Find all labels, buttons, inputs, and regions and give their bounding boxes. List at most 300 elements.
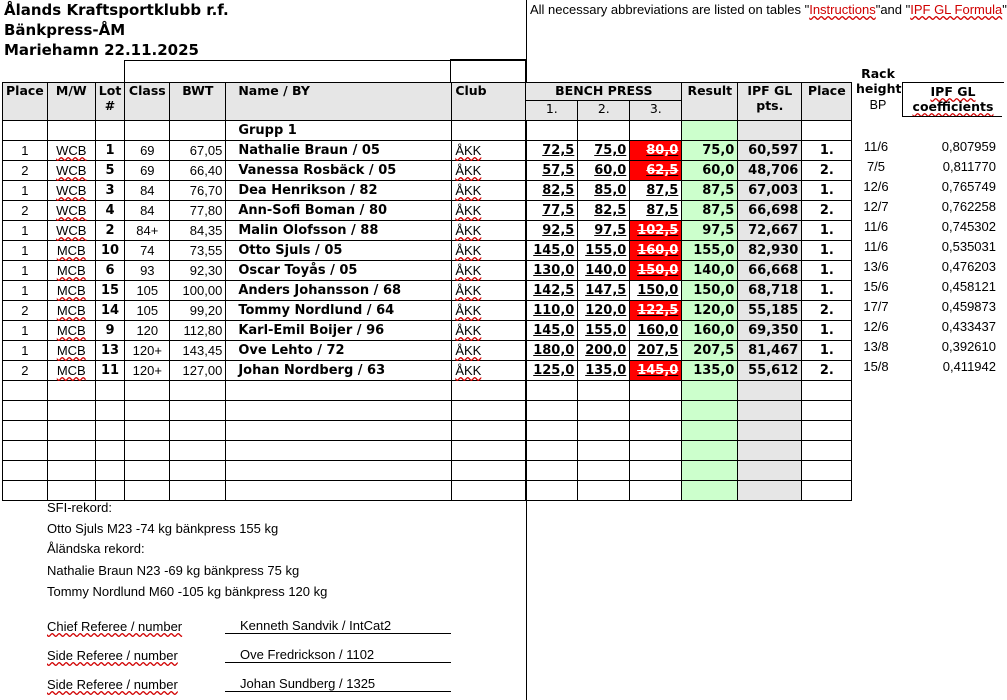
attempt-3-cell[interactable] <box>630 141 682 161</box>
club-cell[interactable]: ÅKK <box>452 281 526 301</box>
side-referee-2-value[interactable]: Johan Sundberg / 1325 <box>225 676 451 692</box>
bwt-cell[interactable]: 92,30 <box>170 261 226 281</box>
result-cell[interactable]: 97,5 <box>682 221 738 241</box>
empty-cell[interactable] <box>452 381 526 401</box>
rack-height-cell[interactable]: 13/6 <box>863 259 889 274</box>
result-cell[interactable]: 87,5 <box>682 181 738 201</box>
attempt-3-cell[interactable]: 207,5 <box>630 341 682 361</box>
empty-cell[interactable] <box>682 421 738 441</box>
name-cell[interactable]: Anders Johansson / 68 <box>226 281 452 301</box>
ipf-points-cell[interactable]: 60,597 <box>738 141 802 161</box>
name-cell[interactable]: Otto Sjuls / 05 <box>226 241 452 261</box>
empty-cell[interactable] <box>226 381 452 401</box>
place-result-cell[interactable]: 1. <box>802 221 852 241</box>
empty-cell[interactable] <box>526 401 578 421</box>
name-cell[interactable]: Ann-Sofi Boman / 80 <box>226 201 452 221</box>
empty-cell[interactable] <box>526 461 578 481</box>
ipf-points-cell[interactable]: 55,185 <box>738 301 802 321</box>
class-cell[interactable]: 69 <box>125 161 170 181</box>
class-cell[interactable]: 120+ <box>125 341 170 361</box>
coefficient-cell[interactable]: 0,762258 <box>941 199 996 214</box>
rack-height-cell[interactable]: 11/6 <box>863 239 889 254</box>
attempt-1-cell[interactable]: 82,5 <box>526 181 578 201</box>
empty-cell[interactable] <box>3 421 48 441</box>
empty-cell[interactable] <box>47 401 95 421</box>
ipf-points-cell[interactable]: 66,668 <box>738 261 802 281</box>
place-cell[interactable]: 1 <box>3 181 48 201</box>
empty-cell[interactable] <box>170 441 226 461</box>
lot-cell[interactable]: 2 <box>95 221 125 241</box>
empty-cell[interactable] <box>3 441 48 461</box>
name-cell[interactable]: Karl-Emil Boijer / 96 <box>226 321 452 341</box>
mw-cell[interactable]: MCB <box>47 261 95 281</box>
aland-record-title: Åländska rekord: <box>47 541 145 556</box>
place-result-cell[interactable]: 2. <box>802 301 852 321</box>
coefficient-cell[interactable]: 0,745302 <box>941 219 996 234</box>
attempt-3-cell[interactable] <box>630 361 682 381</box>
rack-bp-header: BP <box>869 98 887 112</box>
empty-cell[interactable] <box>47 441 95 461</box>
attempt-2-cell[interactable]: 147,5 <box>578 281 630 301</box>
empty-cell[interactable] <box>526 381 578 401</box>
name-cell[interactable]: Nathalie Braun / 05 <box>226 141 452 161</box>
failed-attempt: 122,5 <box>637 303 679 318</box>
rack-height-cell[interactable]: 12/6 <box>863 179 889 194</box>
ipf-points-cell[interactable]: 67,003 <box>738 181 802 201</box>
club-cell[interactable]: ÅKK <box>452 261 526 281</box>
empty-cell[interactable] <box>630 421 682 441</box>
result-cell[interactable]: 155,0 <box>682 241 738 261</box>
bwt-cell[interactable]: 143,45 <box>170 341 226 361</box>
coefficient-cell[interactable]: 0,392610 <box>941 339 996 354</box>
place-cell[interactable]: 1 <box>3 141 48 161</box>
ipf-points-cell[interactable]: 69,350 <box>738 321 802 341</box>
empty-cell[interactable] <box>578 441 630 461</box>
coefficient-cell[interactable]: 0,433437 <box>941 319 996 334</box>
empty-cell[interactable] <box>802 461 852 481</box>
place-result-cell[interactable]: 1. <box>802 281 852 301</box>
coefficient-cell[interactable]: 0,811770 <box>942 159 996 174</box>
rack-height-cell[interactable]: 13/8 <box>863 339 889 354</box>
empty-cell[interactable] <box>95 381 125 401</box>
empty-cell[interactable] <box>125 421 170 441</box>
empty-cell[interactable] <box>682 481 738 501</box>
empty-cell[interactable] <box>47 421 95 441</box>
result-cell[interactable]: 75,0 <box>682 141 738 161</box>
attempt-1-cell[interactable]: 57,5 <box>526 161 578 181</box>
result-cell[interactable]: 140,0 <box>682 261 738 281</box>
empty-cell[interactable] <box>95 401 125 421</box>
empty-row <box>3 421 852 441</box>
place-result-cell[interactable]: 1. <box>802 341 852 361</box>
empty-cell[interactable] <box>802 441 852 461</box>
empty-cell[interactable] <box>738 461 802 481</box>
mw-cell[interactable]: WCB <box>47 221 95 241</box>
cell[interactable] <box>125 121 170 141</box>
cell[interactable] <box>526 121 578 141</box>
empty-cell[interactable] <box>170 481 226 501</box>
empty-cell[interactable] <box>170 461 226 481</box>
mw-cell[interactable]: WCB <box>47 201 95 221</box>
club-cell[interactable]: ÅKK <box>452 161 526 181</box>
empty-cell[interactable] <box>125 381 170 401</box>
lot-cell[interactable]: 5 <box>95 161 125 181</box>
attempt-2-cell[interactable]: 82,5 <box>578 201 630 221</box>
empty-cell[interactable] <box>578 461 630 481</box>
name-cell[interactable]: Oscar Toyås / 05 <box>226 261 452 281</box>
bwt-cell[interactable]: 127,00 <box>170 361 226 381</box>
class-cell[interactable]: 74 <box>125 241 170 261</box>
coefficient-cell[interactable]: 0,476203 <box>941 259 996 274</box>
lot-cell[interactable]: 15 <box>95 281 125 301</box>
table-row <box>3 301 852 321</box>
bwt-cell[interactable]: 77,80 <box>170 201 226 221</box>
club-cell[interactable]: ÅKK <box>452 141 526 161</box>
bwt-cell[interactable]: 76,70 <box>170 181 226 201</box>
empty-cell[interactable] <box>125 461 170 481</box>
empty-cell[interactable] <box>3 461 48 481</box>
club-cell[interactable]: ÅKK <box>452 361 526 381</box>
failed-attempt: 150,0 <box>637 263 679 278</box>
place-cell[interactable]: 2 <box>3 361 48 381</box>
empty-cell[interactable] <box>452 401 526 421</box>
empty-cell[interactable] <box>170 401 226 421</box>
coef-header-top <box>902 82 1004 83</box>
place-result-cell[interactable]: 1. <box>802 141 852 161</box>
col-bwt: BWT <box>170 83 226 121</box>
empty-cell[interactable] <box>630 481 682 501</box>
cell[interactable] <box>3 121 48 141</box>
empty-cell[interactable] <box>738 481 802 501</box>
mw-cell[interactable]: MCB <box>47 281 95 301</box>
col-ipf: IPF GL pts. <box>738 83 802 121</box>
empty-cell[interactable] <box>526 441 578 461</box>
attempt-2-cell[interactable]: 75,0 <box>578 141 630 161</box>
coefficient-cell[interactable]: 0,807959 <box>941 139 996 154</box>
selected-cell[interactable] <box>450 59 526 84</box>
name-cell[interactable]: Johan Nordberg / 63 <box>226 361 452 381</box>
coefficient-cell[interactable]: 0,411942 <box>942 359 996 374</box>
place-result-cell[interactable]: 1. <box>802 241 852 261</box>
attempt-3-cell[interactable] <box>630 261 682 281</box>
cell[interactable] <box>738 121 802 141</box>
attempt-3-cell[interactable]: 87,5 <box>630 181 682 201</box>
chief-referee-value[interactable]: Kenneth Sandvik / IntCat2 <box>225 618 451 634</box>
ipf-points-cell[interactable]: 55,612 <box>738 361 802 381</box>
class-cell[interactable]: 93 <box>125 261 170 281</box>
attempt-2-cell[interactable]: 155,0 <box>578 321 630 341</box>
bwt-cell[interactable]: 73,55 <box>170 241 226 261</box>
empty-cell[interactable] <box>526 481 578 501</box>
empty-cell[interactable] <box>630 441 682 461</box>
result-cell[interactable]: 120,0 <box>682 301 738 321</box>
class-cell[interactable]: 120+ <box>125 361 170 381</box>
col-att2: 2. <box>578 101 630 121</box>
empty-cell[interactable] <box>738 401 802 421</box>
result-cell[interactable]: 207,5 <box>682 341 738 361</box>
empty-cell[interactable] <box>630 381 682 401</box>
ipf-points-cell[interactable]: 72,667 <box>738 221 802 241</box>
result-cell[interactable]: 60,0 <box>682 161 738 181</box>
empty-cell[interactable] <box>578 401 630 421</box>
empty-cell[interactable] <box>682 401 738 421</box>
empty-cell[interactable] <box>738 381 802 401</box>
failed-attempt: 80,0 <box>646 143 679 158</box>
attempt-1-cell[interactable]: 145,0 <box>526 321 578 341</box>
col-club: Club <box>452 83 526 121</box>
cell[interactable] <box>170 121 226 141</box>
name-cell[interactable]: Malin Olofsson / 88 <box>226 221 452 241</box>
rack-height-cell[interactable]: 17/7 <box>863 299 889 314</box>
col-result: Result <box>682 83 738 121</box>
bwt-cell[interactable]: 66,40 <box>170 161 226 181</box>
empty-cell[interactable] <box>3 381 48 401</box>
coefficient-cell[interactable]: 0,765749 <box>941 179 996 194</box>
instructions-link[interactable]: Instructions <box>809 2 876 17</box>
attempt-2-cell[interactable]: 60,0 <box>578 161 630 181</box>
club-cell[interactable]: ÅKK <box>452 241 526 261</box>
group-label[interactable]: Grupp 1 <box>226 121 452 141</box>
result-cell[interactable]: 135,0 <box>682 361 738 381</box>
empty-cell[interactable] <box>802 421 852 441</box>
cell[interactable] <box>47 121 95 141</box>
bwt-cell[interactable]: 99,20 <box>170 301 226 321</box>
place-cell[interactable]: 2 <box>3 201 48 221</box>
attempt-2-cell[interactable]: 135,0 <box>578 361 630 381</box>
cell[interactable] <box>682 121 738 141</box>
abbreviations-note: All necessary abbreviations are listed on tables "Instructions"and "IPF GL Formula" <box>530 2 1007 17</box>
mw-cell[interactable]: WCB <box>47 181 95 201</box>
empty-cell[interactable] <box>170 421 226 441</box>
ipf-points-cell[interactable]: 66,698 <box>738 201 802 221</box>
place-cell[interactable]: 1 <box>3 281 48 301</box>
class-cell[interactable]: 84+ <box>125 221 170 241</box>
empty-cell[interactable] <box>452 481 526 501</box>
empty-cell[interactable] <box>47 381 95 401</box>
col-place: Place <box>3 83 48 121</box>
name-cell[interactable]: Vanessa Rosbäck / 05 <box>226 161 452 181</box>
empty-cell[interactable] <box>682 441 738 461</box>
cell[interactable] <box>95 121 125 141</box>
rack-height-cell[interactable]: 15/8 <box>863 359 889 374</box>
bwt-cell[interactable]: 100,00 <box>170 281 226 301</box>
place-cell[interactable]: 1 <box>3 261 48 281</box>
place-cell[interactable]: 1 <box>3 241 48 261</box>
empty-cell[interactable] <box>738 441 802 461</box>
empty-cell[interactable] <box>226 441 452 461</box>
empty-cell[interactable] <box>226 421 452 441</box>
ipf-points-cell[interactable]: 48,706 <box>738 161 802 181</box>
cell[interactable] <box>452 121 526 141</box>
class-cell[interactable]: 105 <box>125 281 170 301</box>
rack-height-cell[interactable]: 12/6 <box>863 319 889 334</box>
empty-cell[interactable] <box>226 481 452 501</box>
empty-cell[interactable] <box>802 401 852 421</box>
mw-cell[interactable]: MCB <box>47 301 95 321</box>
name-cell[interactable]: Tommy Nordlund / 64 <box>226 301 452 321</box>
col-class: Class <box>125 83 170 121</box>
empty-cell[interactable] <box>578 381 630 401</box>
result-cell[interactable]: 150,0 <box>682 281 738 301</box>
coefficient-cell[interactable]: 0,535031 <box>941 239 996 254</box>
empty-cell[interactable] <box>226 401 452 421</box>
attempt-1-cell[interactable]: 92,5 <box>526 221 578 241</box>
empty-cell[interactable] <box>452 441 526 461</box>
place-result-cell[interactable]: 1. <box>802 261 852 281</box>
empty-cell[interactable] <box>630 461 682 481</box>
rack-height-cell[interactable]: 7/5 <box>866 159 886 174</box>
empty-cell[interactable] <box>125 481 170 501</box>
mw-cell[interactable]: MCB <box>47 341 95 361</box>
bwt-cell[interactable]: 67,05 <box>170 141 226 161</box>
ipf-points-cell[interactable]: 82,930 <box>738 241 802 261</box>
class-cell[interactable]: 120 <box>125 321 170 341</box>
result-cell[interactable]: 87,5 <box>682 201 738 221</box>
attempt-1-cell[interactable]: 142,5 <box>526 281 578 301</box>
class-cell[interactable]: 84 <box>125 181 170 201</box>
attempt-1-cell[interactable]: 130,0 <box>526 261 578 281</box>
name-cell[interactable]: Ove Lehto / 72 <box>226 341 452 361</box>
class-cell[interactable]: 69 <box>125 141 170 161</box>
empty-cell[interactable] <box>95 421 125 441</box>
mw-cell[interactable]: MCB <box>47 361 95 381</box>
club-cell[interactable]: ÅKK <box>452 301 526 321</box>
empty-cell[interactable] <box>125 401 170 421</box>
empty-cell[interactable] <box>682 461 738 481</box>
cell[interactable] <box>802 121 852 141</box>
place-result-cell[interactable]: 2. <box>802 161 852 181</box>
empty-cell[interactable] <box>170 381 226 401</box>
attempt-2-cell[interactable]: 97,5 <box>578 221 630 241</box>
ipf-gl-formula-link[interactable]: IPF GL Formula <box>910 2 1003 17</box>
lot-cell[interactable]: 4 <box>95 201 125 221</box>
empty-cell[interactable] <box>47 461 95 481</box>
attempt-2-cell[interactable]: 155,0 <box>578 241 630 261</box>
empty-cell[interactable] <box>526 421 578 441</box>
attempt-1-cell[interactable]: 180,0 <box>526 341 578 361</box>
attempt-2-cell[interactable]: 85,0 <box>578 181 630 201</box>
coefficient-cell[interactable]: 0,459873 <box>941 299 996 314</box>
ipf-points-cell[interactable]: 81,467 <box>738 341 802 361</box>
cell[interactable] <box>578 121 630 141</box>
empty-cell[interactable] <box>578 481 630 501</box>
attempt-3-cell[interactable] <box>630 161 682 181</box>
empty-cell[interactable] <box>802 481 852 501</box>
attempt-3-cell[interactable] <box>630 301 682 321</box>
place-date: Mariehamn 22.11.2025 <box>4 41 199 59</box>
empty-cell[interactable] <box>630 401 682 421</box>
results-table <box>2 82 852 501</box>
club-cell[interactable]: ÅKK <box>452 181 526 201</box>
place-result-cell[interactable]: 2. <box>802 201 852 221</box>
rack-height-cell[interactable]: 11/6 <box>863 139 889 154</box>
lot-cell[interactable]: 9 <box>95 321 125 341</box>
side-referee-1-value[interactable]: Ove Fredrickson / 1102 <box>225 647 451 663</box>
attempt-2-cell[interactable]: 140,0 <box>578 261 630 281</box>
mw-cell[interactable]: WCB <box>47 141 95 161</box>
rack-height-cell[interactable]: 11/6 <box>863 219 889 234</box>
table-row <box>3 221 852 241</box>
empty-cell[interactable] <box>578 421 630 441</box>
result-cell[interactable]: 160,0 <box>682 321 738 341</box>
club-cell[interactable]: ÅKK <box>452 321 526 341</box>
attempt-1-cell[interactable]: 77,5 <box>526 201 578 221</box>
attempt-3-cell[interactable] <box>630 221 682 241</box>
place-cell[interactable]: 1 <box>3 321 48 341</box>
empty-cell[interactable] <box>226 461 452 481</box>
side-referee-1-label: Side Referee / number <box>47 648 178 663</box>
aland-record-1: Nathalie Braun N23 -69 kg bänkpress 75 kg <box>47 563 300 578</box>
attempt-3-cell[interactable] <box>630 241 682 261</box>
rack-height-cell[interactable]: 12/7 <box>863 199 889 214</box>
empty-cell[interactable] <box>452 421 526 441</box>
empty-cell[interactable] <box>452 461 526 481</box>
class-cell[interactable]: 84 <box>125 201 170 221</box>
place-result-cell[interactable]: 2. <box>802 361 852 381</box>
place-cell[interactable]: 1 <box>3 341 48 361</box>
lot-cell[interactable]: 13 <box>95 341 125 361</box>
empty-row <box>3 441 852 461</box>
lot-cell[interactable]: 3 <box>95 181 125 201</box>
bwt-cell[interactable]: 112,80 <box>170 321 226 341</box>
lot-cell[interactable]: 14 <box>95 301 125 321</box>
attempt-1-cell[interactable]: 145,0 <box>526 241 578 261</box>
empty-cell[interactable] <box>738 421 802 441</box>
lot-cell[interactable]: 6 <box>95 261 125 281</box>
bwt-cell[interactable]: 84,35 <box>170 221 226 241</box>
attempt-2-cell[interactable]: 120,0 <box>578 301 630 321</box>
side-referee-2-label: Side Referee / number <box>47 677 178 692</box>
place-cell[interactable]: 2 <box>3 301 48 321</box>
rack-height-cell[interactable]: 15/6 <box>863 279 889 294</box>
empty-cell[interactable] <box>3 401 48 421</box>
attempt-3-cell[interactable]: 87,5 <box>630 201 682 221</box>
attempt-3-cell[interactable]: 150,0 <box>630 281 682 301</box>
cell[interactable] <box>630 121 682 141</box>
coefficient-cell[interactable]: 0,458121 <box>941 279 996 294</box>
place-result-cell[interactable]: 1. <box>802 321 852 341</box>
empty-cell[interactable] <box>125 441 170 461</box>
empty-cell[interactable] <box>802 381 852 401</box>
blank-row-edge <box>124 60 125 82</box>
table-row <box>3 241 852 261</box>
lot-cell[interactable]: 11 <box>95 361 125 381</box>
class-cell[interactable]: 105 <box>125 301 170 321</box>
club-cell[interactable]: ÅKK <box>452 341 526 361</box>
mw-cell[interactable]: MCB <box>47 321 95 341</box>
attempt-1-cell[interactable]: 72,5 <box>526 141 578 161</box>
place-cell[interactable]: 1 <box>3 221 48 241</box>
attempt-1-cell[interactable]: 125,0 <box>526 361 578 381</box>
ipf-points-cell[interactable]: 68,718 <box>738 281 802 301</box>
lot-cell[interactable]: 1 <box>95 141 125 161</box>
attempt-2-cell[interactable]: 200,0 <box>578 341 630 361</box>
name-cell[interactable]: Dea Henrikson / 82 <box>226 181 452 201</box>
empty-cell[interactable] <box>95 461 125 481</box>
place-cell[interactable]: 2 <box>3 161 48 181</box>
empty-cell[interactable] <box>3 481 48 501</box>
club-cell[interactable]: ÅKK <box>452 201 526 221</box>
mw-cell[interactable]: MCB <box>47 241 95 261</box>
club-cell[interactable]: ÅKK <box>452 221 526 241</box>
mw-cell[interactable]: WCB <box>47 161 95 181</box>
attempt-1-cell[interactable]: 110,0 <box>526 301 578 321</box>
empty-cell[interactable] <box>682 381 738 401</box>
lot-cell[interactable]: 10 <box>95 241 125 261</box>
empty-cell[interactable] <box>95 441 125 461</box>
attempt-3-cell[interactable]: 160,0 <box>630 321 682 341</box>
place-result-cell[interactable]: 1. <box>802 181 852 201</box>
